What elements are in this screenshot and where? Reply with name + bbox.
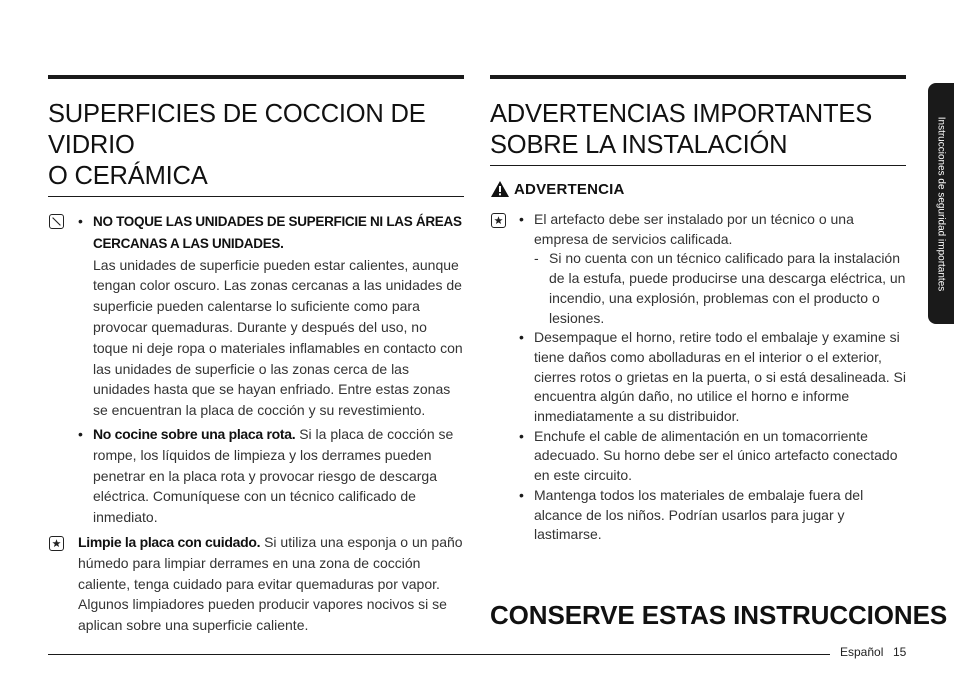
footer-language: Español (840, 645, 884, 659)
warning-triangle-icon (490, 180, 510, 198)
install-sub-item: Si no cuenta con un técnico calificado para la instalación de la estufa, puede producirse una descarga eléctrica, un incendio, una explosión, problemas con el producto o lesiones. (549, 250, 906, 326)
bullet1-heading: NO TOQUE LAS UNIDADES DE SUPERFICIE NI LAS ÁREAS CERCANAS A LAS UNIDADES. (93, 214, 462, 251)
prohibited-icon (49, 214, 64, 229)
warning-heading (490, 180, 906, 198)
star-icon (49, 536, 64, 551)
bullet2-body: Si la placa de cocción se rompe, los líquidos de limpieza y los derrames pueden penetrar en la placa rota y provocar riesgo de descarga eléctrica. Comuníquese con un técnico calificado de inmediato. (93, 425, 454, 526)
right-column (490, 75, 906, 545)
installation-warnings (490, 210, 906, 545)
top-rule (48, 75, 464, 79)
sub-list-item (534, 249, 906, 328)
list-item (519, 486, 906, 545)
top-rule (490, 75, 906, 79)
bullet1-body: Las unidades de superficie pueden estar calientes, aunque tengan color oscuro. Las zonas cercanas a las unidades de superficie pueden calentarse lo suficiente como para provocar quemaduras. Durante y después del uso, no toque ni deje ropa o materiales inflamables en contacto con las unidades de superficie o las zonas cerca de las unidades hasta que se hayan enfriado. Entre estas zonas se encuentran la placa de cocción y su revestimiento. (93, 256, 463, 419)
right-title-line2: SOBRE LA INSTALACIÓN (490, 131, 788, 159)
install-item-1: El artefacto debe ser instalado por un técnico o una empresa de servicios calificada. (534, 211, 854, 247)
list-item (519, 427, 906, 486)
warning-label: ADVERTENCIA (514, 180, 625, 198)
clean-body: Si utiliza una esponja o un paño húmedo para limpiar derrames en una zona de cocción caliente, tenga cuidado para evitar quemaduras por vapor. Algunos limpiadores pueden producir vapores nocivos si se aplican sobre una superficie caliente. (78, 533, 463, 634)
right-section-title (490, 99, 906, 161)
list-item (519, 328, 906, 427)
page-number: 15 (893, 645, 907, 659)
bullet2-heading: No cocine sobre una placa rota. (93, 425, 296, 442)
left-section-title (48, 99, 464, 192)
list-item (78, 424, 464, 528)
list-item (519, 210, 906, 328)
clean-block (48, 532, 464, 636)
conserve-title: CONSERVE ESTAS INSTRUCCIONES (490, 600, 948, 630)
left-column (48, 75, 464, 636)
star-icon (491, 213, 506, 228)
list-item (78, 211, 464, 421)
install-item-3: Enchufe el cable de alimentación en un tomacorriente adecuado. Su horno debe ser el único artefacto conectado en este circuito. (534, 427, 898, 484)
install-item-4: Mantenga todos los materiales de embalaje fuera del alcance de los niños. Podrían usarlos para jugar y lastimarse. (534, 486, 864, 543)
right-title-line1: ADVERTENCIAS IMPORTANTES (490, 100, 873, 128)
section-side-tab (928, 83, 954, 324)
footer-rule (48, 654, 830, 655)
left-title-line1: SUPERFICIES DE COCCION DE VIDRIO (48, 100, 426, 159)
clean-heading: Limpie la placa con cuidado. (78, 533, 261, 550)
right-title-rule (490, 165, 906, 166)
left-title-rule (48, 196, 464, 197)
side-tab-label: Instrucciones de seguridad importantes (935, 116, 947, 291)
install-item-2: Desempaque el horno, retire todo el embalaje y examine si tiene daños como abolladuras en el interior o el exterior, cierres rotos o grietas en la puerta, o si está desalineada. Si encuentra algún daño, no utilice el horno e informe inmediatamente a su distribuidor. (534, 329, 906, 425)
no-touch-block (48, 211, 464, 528)
left-title-line2: O CERÁMICA (48, 162, 208, 190)
